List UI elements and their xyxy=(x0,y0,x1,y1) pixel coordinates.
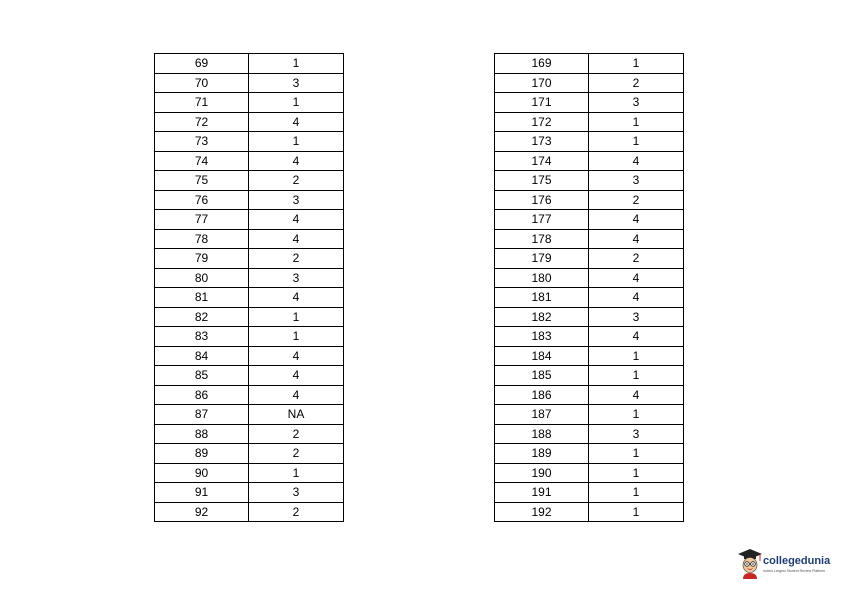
question-number-cell: 78 xyxy=(155,229,249,249)
question-number-cell: 181 xyxy=(495,288,589,308)
answer-key-cell: 1 xyxy=(589,405,684,425)
question-number-cell: 79 xyxy=(155,249,249,269)
question-number-cell: 83 xyxy=(155,327,249,347)
question-number-cell: 174 xyxy=(495,151,589,171)
table-row xyxy=(155,444,344,464)
answer-key-cell: 1 xyxy=(249,93,344,113)
answer-key-cell: 1 xyxy=(249,54,344,74)
table-row xyxy=(155,210,344,230)
question-number-cell: 176 xyxy=(495,190,589,210)
answer-key-cell: 3 xyxy=(589,424,684,444)
answer-key-cell: 2 xyxy=(249,502,344,522)
answer-key-cell: 3 xyxy=(249,73,344,93)
table-row xyxy=(495,288,684,308)
question-number-cell: 91 xyxy=(155,483,249,503)
question-number-cell: 84 xyxy=(155,346,249,366)
table-row xyxy=(495,112,684,132)
table-row xyxy=(155,483,344,503)
table-row xyxy=(155,346,344,366)
question-number-cell: 86 xyxy=(155,385,249,405)
question-number-cell: 82 xyxy=(155,307,249,327)
table-row xyxy=(495,502,684,522)
table-row xyxy=(495,210,684,230)
question-number-cell: 184 xyxy=(495,346,589,366)
table-row xyxy=(495,405,684,425)
answer-key-cell: 4 xyxy=(249,288,344,308)
question-number-cell: 92 xyxy=(155,502,249,522)
answer-key-cell: 4 xyxy=(249,385,344,405)
table-row xyxy=(155,366,344,386)
answer-key-cell: 1 xyxy=(589,463,684,483)
table-row xyxy=(155,502,344,522)
table-row xyxy=(155,112,344,132)
table-row xyxy=(155,327,344,347)
table-row xyxy=(155,288,344,308)
table-row xyxy=(155,190,344,210)
logo-tagline: India's Largest Student Review Platform xyxy=(763,569,826,573)
question-number-cell: 169 xyxy=(495,54,589,74)
answer-key-cell: 4 xyxy=(589,210,684,230)
answer-key-cell: 4 xyxy=(589,327,684,347)
table-row xyxy=(495,54,684,74)
answer-key-cell: 1 xyxy=(249,132,344,152)
question-number-cell: 172 xyxy=(495,112,589,132)
question-number-cell: 190 xyxy=(495,463,589,483)
table-row xyxy=(155,171,344,191)
table-row xyxy=(495,327,684,347)
table-row xyxy=(155,405,344,425)
answer-key-cell: 1 xyxy=(589,444,684,464)
answer-key-cell: 4 xyxy=(589,288,684,308)
answer-key-cell: 4 xyxy=(589,385,684,405)
table-row xyxy=(155,307,344,327)
answer-key-cell: 3 xyxy=(249,483,344,503)
answer-key-cell: 3 xyxy=(249,190,344,210)
answer-key-cell: 4 xyxy=(249,151,344,171)
question-number-cell: 175 xyxy=(495,171,589,191)
question-number-cell: 185 xyxy=(495,366,589,386)
question-number-cell: 179 xyxy=(495,249,589,269)
table-row xyxy=(155,229,344,249)
table-row xyxy=(155,93,344,113)
table-row xyxy=(155,132,344,152)
question-number-cell: 90 xyxy=(155,463,249,483)
question-number-cell: 87 xyxy=(155,405,249,425)
answer-key-cell: 2 xyxy=(589,190,684,210)
table-row xyxy=(495,463,684,483)
answer-key-cell: 1 xyxy=(589,112,684,132)
answer-key-cell: 1 xyxy=(589,502,684,522)
answer-key-cell: 2 xyxy=(589,73,684,93)
question-number-cell: 178 xyxy=(495,229,589,249)
table-row xyxy=(495,385,684,405)
answer-key-cell: 4 xyxy=(589,151,684,171)
table-row xyxy=(495,268,684,288)
question-number-cell: 171 xyxy=(495,93,589,113)
table-row xyxy=(495,93,684,113)
answer-key-cell: 4 xyxy=(589,229,684,249)
question-number-cell: 69 xyxy=(155,54,249,74)
answer-key-cell: 1 xyxy=(249,463,344,483)
answer-key-cell: 3 xyxy=(589,171,684,191)
question-number-cell: 81 xyxy=(155,288,249,308)
answer-key-cell: 4 xyxy=(249,210,344,230)
question-number-cell: 188 xyxy=(495,424,589,444)
question-number-cell: 186 xyxy=(495,385,589,405)
answer-key-cell: 4 xyxy=(249,229,344,249)
table-row xyxy=(155,249,344,269)
table-row xyxy=(155,385,344,405)
answer-key-cell: 1 xyxy=(589,483,684,503)
question-number-cell: 72 xyxy=(155,112,249,132)
answer-key-cell: 2 xyxy=(249,171,344,191)
collegedunia-logo xyxy=(737,548,833,582)
student-mascot-icon xyxy=(737,548,763,580)
answer-key-cell: 4 xyxy=(589,268,684,288)
answer-key-cell: 1 xyxy=(589,346,684,366)
question-number-cell: 75 xyxy=(155,171,249,191)
answer-key-cell: 2 xyxy=(249,249,344,269)
table-row xyxy=(495,444,684,464)
question-number-cell: 180 xyxy=(495,268,589,288)
question-number-cell: 191 xyxy=(495,483,589,503)
answer-key-cell: 1 xyxy=(589,54,684,74)
question-number-cell: 71 xyxy=(155,93,249,113)
question-number-cell: 73 xyxy=(155,132,249,152)
table-row xyxy=(495,483,684,503)
question-number-cell: 80 xyxy=(155,268,249,288)
answer-key-cell: 3 xyxy=(249,268,344,288)
table-row xyxy=(495,229,684,249)
answer-key-cell: NA xyxy=(249,405,344,425)
question-number-cell: 89 xyxy=(155,444,249,464)
answer-key-cell: 4 xyxy=(249,112,344,132)
table-row xyxy=(495,307,684,327)
question-number-cell: 74 xyxy=(155,151,249,171)
answer-key-cell: 1 xyxy=(589,132,684,152)
answer-table-right xyxy=(494,53,684,522)
question-number-cell: 182 xyxy=(495,307,589,327)
table-row xyxy=(155,463,344,483)
question-number-cell: 183 xyxy=(495,327,589,347)
table-row xyxy=(495,132,684,152)
table-row xyxy=(495,190,684,210)
question-number-cell: 70 xyxy=(155,73,249,93)
question-number-cell: 173 xyxy=(495,132,589,152)
question-number-cell: 85 xyxy=(155,366,249,386)
question-number-cell: 170 xyxy=(495,73,589,93)
logo-wordmark: collegedunia xyxy=(763,555,831,567)
question-number-cell: 88 xyxy=(155,424,249,444)
answer-key-cell: 2 xyxy=(249,444,344,464)
answer-table-left xyxy=(154,53,344,522)
answer-key-cell: 1 xyxy=(249,327,344,347)
table-row xyxy=(495,73,684,93)
answer-key-cell: 2 xyxy=(249,424,344,444)
table-row xyxy=(495,366,684,386)
answer-key-cell: 3 xyxy=(589,93,684,113)
question-number-cell: 187 xyxy=(495,405,589,425)
answer-key-cell: 4 xyxy=(249,346,344,366)
table-row xyxy=(155,268,344,288)
answer-key-cell: 1 xyxy=(589,366,684,386)
table-row xyxy=(495,171,684,191)
answer-table-right-body xyxy=(495,54,684,522)
question-number-cell: 192 xyxy=(495,502,589,522)
table-row xyxy=(155,151,344,171)
answer-key-cell: 1 xyxy=(249,307,344,327)
table-row xyxy=(495,346,684,366)
table-row xyxy=(495,249,684,269)
question-number-cell: 189 xyxy=(495,444,589,464)
table-row xyxy=(495,151,684,171)
table-row xyxy=(155,73,344,93)
answer-key-cell: 2 xyxy=(589,249,684,269)
answer-table-left-body xyxy=(155,54,344,522)
table-row xyxy=(155,54,344,74)
answer-key-cell: 3 xyxy=(589,307,684,327)
question-number-cell: 76 xyxy=(155,190,249,210)
question-number-cell: 77 xyxy=(155,210,249,230)
answer-key-cell: 4 xyxy=(249,366,344,386)
question-number-cell: 177 xyxy=(495,210,589,230)
table-row xyxy=(155,424,344,444)
table-row xyxy=(495,424,684,444)
